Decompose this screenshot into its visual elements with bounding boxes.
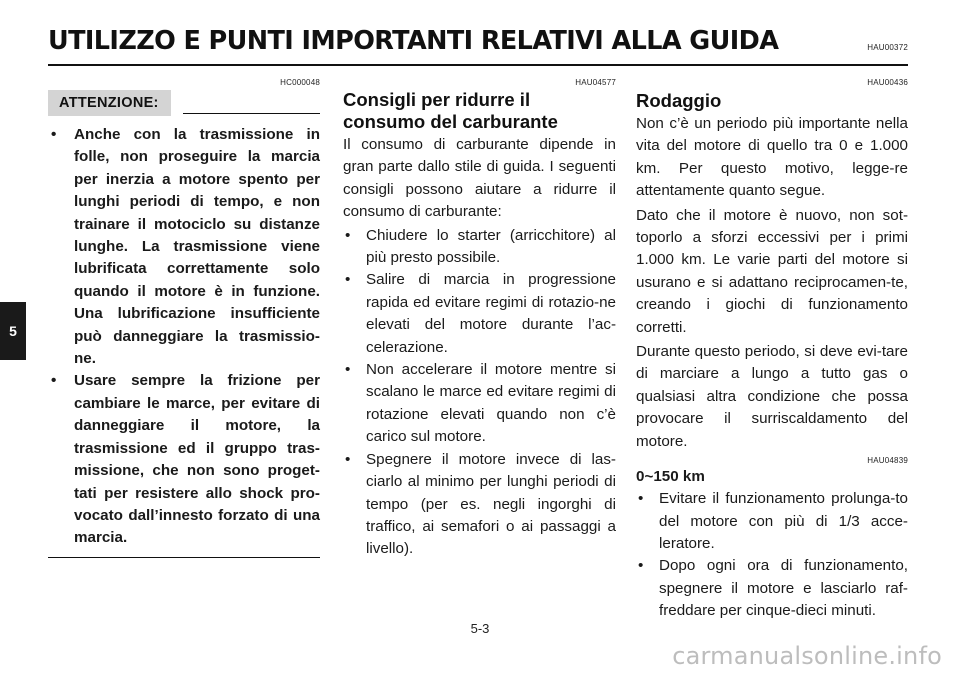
fuel-tips-reference-code: HAU04577 xyxy=(575,78,616,87)
warning-header-rule xyxy=(183,113,320,114)
break-in-title: Rodaggio xyxy=(636,90,722,111)
break-in-list xyxy=(636,488,908,622)
break-in-subtitle: 0~150 km xyxy=(636,468,705,486)
break-in-item: • Dopo ogni ora di funzionamento, spegnere il motore e lasciarlo raf-freddare per cinque-dieci minuti. xyxy=(636,555,908,622)
warning-item: • Anche con la trasmissione in folle, non proseguire la marcia per inerzia a motore spento per lunghi periodi di tempo, e non trainare il motociclo su distanze lunghe. La trasmissione viene lubrificata correttamente solo quando il motore è in funzione. Una lubrificazione insufficiente può danneggiare la trasmissio-ne. xyxy=(48,124,320,370)
break-in-paragraph: Non c’è un periodo più importante nella vita del motore di quello tra 0 e 1.000 km. Per questo motivo, legge-re attentamente quanto segue. xyxy=(636,115,908,200)
fuel-tips-title: Consigli per ridurre il consumo del carburante xyxy=(343,89,558,132)
break-in-column xyxy=(636,78,908,623)
chapter-tab-label: 5 xyxy=(9,323,17,339)
fuel-tips-column xyxy=(343,78,616,561)
break-in-sub-reference-code: HAU04839 xyxy=(867,456,908,466)
fuel-tips-intro: Il consumo di carburante dipende in gran parte dallo stile di guida. I seguenti consigli possono aiutare a ridurre il consumo di carburante: xyxy=(343,136,616,221)
warning-bottom-rule xyxy=(48,557,320,558)
header-rule xyxy=(48,64,908,66)
header-reference-code: HAU00372 xyxy=(867,43,908,52)
break-in-paragraph: Durante questo periodo, si deve evi-tare di marciare a lungo a tutto gas o qualsiasi altra condizione che possa provocare il surriscaldamento del motore. xyxy=(636,343,908,450)
fuel-tips-list xyxy=(343,225,616,561)
break-in-item: • Evitare il funzionamento prolunga-to del motore con più di 1/3 acce-leratore. xyxy=(636,488,908,555)
watermark: carmanualsonline.info xyxy=(672,642,942,670)
break-in-paragraph: Dato che il motore è nuovo, non sot-toporlo a sforzi eccessivi per i primi 1.000 km. Le varie parti del motore si usurano e si adattano reciprocamen-te, creando i giochi di funzionamento corretti. xyxy=(636,206,908,336)
break-in-reference-code: HAU00436 xyxy=(867,78,908,87)
fuel-tip-item: • Spegnere il motore invece di las-ciarlo al minimo per lunghi periodi di tempo (per es. negli ingorghi di traffico, ai semafori o ai passaggi a livello). xyxy=(343,449,616,561)
warning-item: • Usare sempre la frizione per cambiare le marce, per evitare di danneggiare il motore, la trasmissione ed il gruppo tras-missione, che non sono proget-tati per resistere allo shock pro-vocato dall’innesto forzato di una marcia. xyxy=(48,370,320,549)
warning-list xyxy=(48,124,320,550)
warning-label: ATTENZIONE: xyxy=(48,90,171,116)
warning-reference-code: HC000048 xyxy=(280,78,320,87)
fuel-tip-item: • Chiudere lo starter (arricchitore) al più presto possibile. xyxy=(343,225,616,270)
fuel-tip-item: • Salire di marcia in progressione rapida ed evitare regimi di rotazio-ne elevati del motore durante l’ac-celerazione. xyxy=(343,269,616,359)
page-number: 5-3 xyxy=(470,621,490,636)
page-title: UTILIZZO E PUNTI IMPORTANTI RELATIVI ALLA GUIDA xyxy=(48,26,779,56)
chapter-tab xyxy=(0,302,26,360)
fuel-tip-item: • Non accelerare il motore mentre si scalano le marce ed evitare regimi di rotazione elevati quando non c’è carico sul motore. xyxy=(343,359,616,449)
warning-column xyxy=(48,78,320,558)
warning-header xyxy=(48,90,320,116)
